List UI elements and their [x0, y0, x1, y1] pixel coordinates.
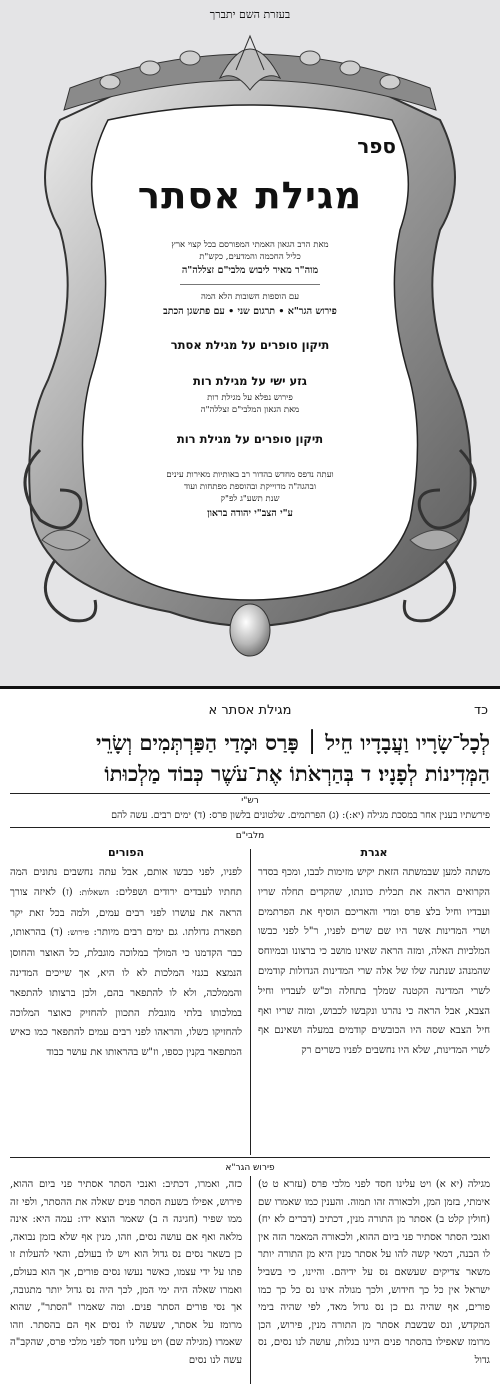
gra-text-2: כזה, ואמרו, דכתיב: ואנכי הסתר אסתיר פני ביום ההוא, פירוש, אפילו בשעת הסתר פנים שאלה את ההסתר, ולפי זה ממו שפיר (חגיגה ה ב) שאמר הוצא ידו: עמה היא: אינה מלאה ואף אם עושה נסים, וזהו, מנין אף שלא בזמן נבואה, כן בשאר נסים נס גדול הוא ויש לו בעולם, והאי להעלות זו פתו על ידי עצמו, כאשר נעשו נסים פורים, אך הוא בעולם, ואמרו שאלה היה ימי המן, לכך היה נס גדול יותר מתגובה, אך נסי פורים הסתר פנים. ומה שאמרו "הסתר", שהוא מרומז על אסתר, שעשה לו נסים אף הם בהסתר. וזהו שאמרו (מגילה שם) ויט עלינו חסד לפני מלכי פרס, שהקב"ה עשה לנו נסים	[10, 1179, 242, 1366]
cover-geza-sub1: פירוש נפלא על מגילת רות	[207, 393, 293, 403]
column-separator	[250, 849, 251, 1155]
iggeret-text: משתה למען שבמשתה הזאת יקיש מזימות לבבו, ומכף בסדר הקרואים הראה את תכלית כוונתו, שהקדים תחלה שריו ועבדיו וחיל בלצ פרס ומדי והאריכם הוסיף את הפרתמים ושרי המדינות אשר היו שם שרים לפניו, ר"ל לפני כבשו המלכיות האלה, ומזה הראה שאינו מושב כי ברצונו ובמיוחס שהמנהג שנתנה שלו של אלה שרי המדינות הגדולות קודמים לשרי המדינה הקטנה שמלך בתחלה וכ"ש לעבדיו וחיל הצבא, אבל הראה כי נהרגו ונקבשו לכבוש, ומזה שריו ואף חיל הצבא שסה היו הכובשים קודמים במעלה ושאינם אף לשרי המדינות, שלא היו נחשבים לפניו כשרים רק	[258, 867, 490, 1057]
iggeret-header: אגרת	[360, 846, 388, 859]
purim-header: הפורים	[107, 846, 145, 859]
malbim-header: מלבי"ם	[235, 831, 265, 841]
cover-rule	[180, 284, 320, 285]
cover-geza-yishai: גזע ישי על מגילת רות	[193, 374, 307, 388]
page-number: כד	[474, 703, 488, 718]
cover-tikkun-esther: תיקון סופרים על מגילת אסתר	[170, 338, 330, 352]
running-title: מגילת אסתר א	[208, 703, 292, 718]
cover-printing1: ועתה נדפס מחדש בהדור רב באותיות מאירות עינים	[166, 470, 334, 480]
cover-author-name: מוה"ר מאיר ליבוש מלבי"ם זצללה"ה	[181, 265, 319, 276]
verse-line-1: לְכָל־שָׂרָיו וַעֲבָדָיו חֵיל ׀ פָּרַס וּמָדַי הַפַּרְתְּמִים וְשָׂרֵי	[96, 730, 490, 755]
gra-left-column	[10, 1176, 242, 1384]
cover-year: שנת תשע"ג לפ"ק	[220, 494, 280, 504]
book-cover	[0, 0, 500, 686]
cover-top-blessing: בעזרת השם יתברך	[209, 8, 291, 21]
commentary-text: (ד) בהראותו, כבר הקדמנו כי המולך במלוכה מוגבלת, כל האוצר והחוסן הנמצא בגנזי המלכות לא לו היא, אך שייכים המדינה והממלכה, ולא לו להתפאר בהם, ולכן ברצותו להתפאר במלכותו בלתי מוגבלת התכוון להחזיק כאוצר המלוכה להחזיקו כשלו, והראהו לפני רבים עמים להתפאר כמו כאיש המתפאר בקנין כספו, וז"ש בהראותו את עושר כבוד	[10, 927, 242, 1059]
cover-tikkun-ruth: תיקון סופרים על מגילת רות	[176, 432, 324, 446]
malbim-left-column	[10, 863, 242, 1153]
gra-right-column	[258, 1176, 490, 1384]
gra-text-1: מגילה (יא א) ויט עלינו חסד לפני מלכי פרס (עזרא ט ט) אימתי, בזמן המן, ולכאורה זהו תמוה. והענין כמו שאמרו שם (חולין קלט ב) אסתר מן התורה מנין, דכתיב (דברים לא יח) ואנכי הסתר אסתיר פני ביום ההוא, ולכאורה המאמר הזה אין לו הבנה, דמאי קשה להו על אסתר מנין היא מן התורה יותר משאר צדיקים שעשאם נס על ידיהם. והיינו, כי בשביל ישראל אין כל כך חידוש, ולכך מגולה אינו נס כל כך כמו פורים, אף שהיה גם כן נס גדול מאד, לפי שהיה בימי המקדש, ונס שבשבת אסתר מן התורה מנין, פירוש, הכן מרומז שאפילו בהסתר פנים היינו בגלות, עושה לנו נסים, נס גדול	[258, 1179, 490, 1366]
verse-line-2: הַמְּדִינוֹת לְפָנָיו׃ ד בְּהַרְאֹתוֹ אֶת־עֹשֶׁר כְּבוֹד מַלְכוּתוֹ	[104, 761, 490, 786]
rule-above-gra	[10, 1157, 490, 1158]
purim-text: לפניו, לפני כבשו אותם, אבל עתה נחשבים נתונים המה תחתיו לעבדים ירודים ושפלים:	[10, 867, 242, 898]
cover-printing2: ובהגה"ה מדוייקת ובהוספת מפתחות ועוד	[183, 482, 317, 492]
cover-author-line1: מאת הרב הגאון האמתי המפורסם בכל קצוי ארץ	[171, 240, 329, 250]
gra-header: פירוש הגר"א	[225, 1163, 275, 1173]
cover-publisher: ע"י הצב"י יהודה בראון	[207, 508, 293, 519]
cover-additions: עם הוספות חשובות הלא המה	[200, 292, 300, 302]
rule-under-rashi	[10, 827, 490, 828]
cover-commentaries: פירוש הגר"א • תרגום שני • עם פתשגן הכתב	[163, 306, 337, 317]
questions-label: השאלות:	[78, 887, 110, 898]
cover-sefer-label: ספר	[357, 134, 396, 158]
gra-column-separator	[250, 1176, 251, 1384]
malbim-right-column	[258, 863, 490, 1153]
text-page	[0, 689, 500, 1388]
rashi-text: פירשתיו בענין אחר במסכת מגילה (יא:): (ג) הפרתמים. שלטונים בלשון פרס: (ד) ימים רבים. עשה להם	[111, 810, 490, 821]
cover-main-title: מגילת אסתר	[137, 174, 363, 217]
cover-title-panel	[88, 128, 412, 590]
cover-author-line2: כליל החכמה והמדעים, כקש"ת	[199, 252, 301, 262]
commentary-label: פירוש:	[67, 928, 90, 939]
cover-geza-sub2: מאת הגאון המלבי"ם זצללה"ה	[200, 405, 300, 415]
rule-under-verse	[10, 793, 490, 794]
rashi-header: רש"י	[241, 796, 259, 806]
questions-text: (ז) לאיזה צורך הראה את עושרו לפני רבים עמים, ולמה בכל זאת יקר תפארת גדולתו. גם ימים רבים מיותר:	[10, 886, 242, 939]
